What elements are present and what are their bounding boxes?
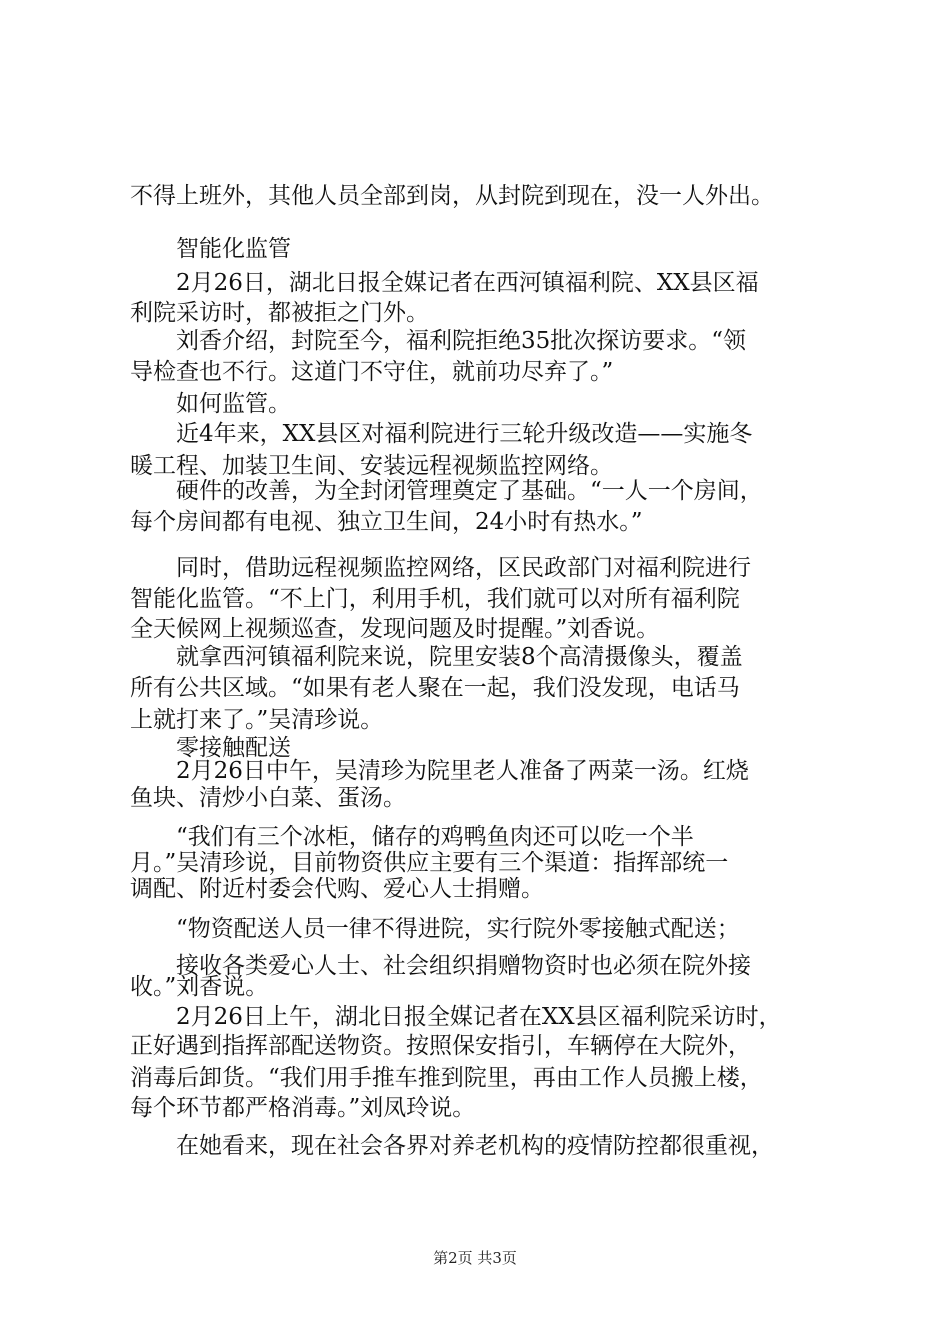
text-line: 所有公共区域。“如果有老人聚在一起，我们没发现，电话马 [130,675,740,701]
text-line: 如何监管。 [130,391,291,417]
section-heading: 智能化监管 [130,236,291,262]
text-line: 利院采访时，都被拒之门外。 [130,300,429,326]
text-line: 正好遇到指挥部配送物资。按照保安指引，车辆停在大院外， [130,1033,751,1059]
text-line: 暖工程、加装卫生间、安装远程视频监控网络。 [130,453,613,479]
text-line: 刘香介绍，封院至今，福利院拒绝35批次探访要求。“领 [130,328,747,354]
text-line: 2月26日，湖北日报全媒记者在西河镇福利院、XX县区福 [130,270,759,296]
text-line: 2月26日中午，吴清珍为院里老人准备了两菜一汤。红烧 [130,758,749,784]
text-line: “物资配送人员一律不得进院，实行院外零接触式配送； [130,916,740,942]
text-line: 鱼块、清炒小白菜、蛋汤。 [130,785,406,811]
text-line: 消毒后卸货。“我们用手推车推到院里，再由工作人员搬上楼， [130,1065,763,1091]
text-line: 硬件的改善，为全封闭管理奠定了基础。“一人一个房间， [130,478,763,504]
page-footer: 第2页 共3页 [433,1249,517,1267]
text-line: 每个环节都严格消毒。”刘凤玲说。 [130,1095,476,1121]
text-line: 2月26日上午，湖北日报全媒记者在XX县区福利院采访时， [130,1004,782,1030]
text-line: 同时，借助远程视频监控网络，区民政部门对福利院进行 [130,555,751,581]
text-line: 调配、附近村委会代购、爱心人士捐赠。 [130,876,544,902]
text-line: 全天候网上视频巡查，发现问题及时提醒。”刘香说。 [130,616,660,642]
text-line: 不得上班外，其他人员全部到岗，从封院到现在，没一人外出。 [130,183,774,209]
text-line: 接收各类爱心人士、社会组织捐赠物资时也必须在院外接 [130,953,751,979]
text-line: 在她看来，现在社会各界对养老机构的疫情防控都很重视， [130,1133,774,1159]
text-line: “我们有三个冰柜，储存的鸡鸭鱼肉还可以吃一个半 [130,824,694,850]
text-line: 近4年来，XX县区对福利院进行三轮升级改造——实施冬 [130,421,753,447]
text-line: 每个房间都有电视、独立卫生间，24小时有热水。” [130,509,643,535]
text-line: 收。”刘香说。 [130,974,269,1000]
section-heading: 零接触配送 [130,735,291,761]
text-line: 上就打来了。”吴清珍说。 [130,707,384,733]
text-line: 导检查也不行。这道门不守住，就前功尽弃了。” [130,359,614,385]
text-line: 智能化监管。“不上门，利用手机，我们就可以对所有福利院 [130,586,740,612]
text-line: 月。”吴清珍说，目前物资供应主要有三个渠道：指挥部统一 [130,850,729,876]
text-line: 就拿西河镇福利院来说，院里安装8个高清摄像头，覆盖 [130,644,743,670]
